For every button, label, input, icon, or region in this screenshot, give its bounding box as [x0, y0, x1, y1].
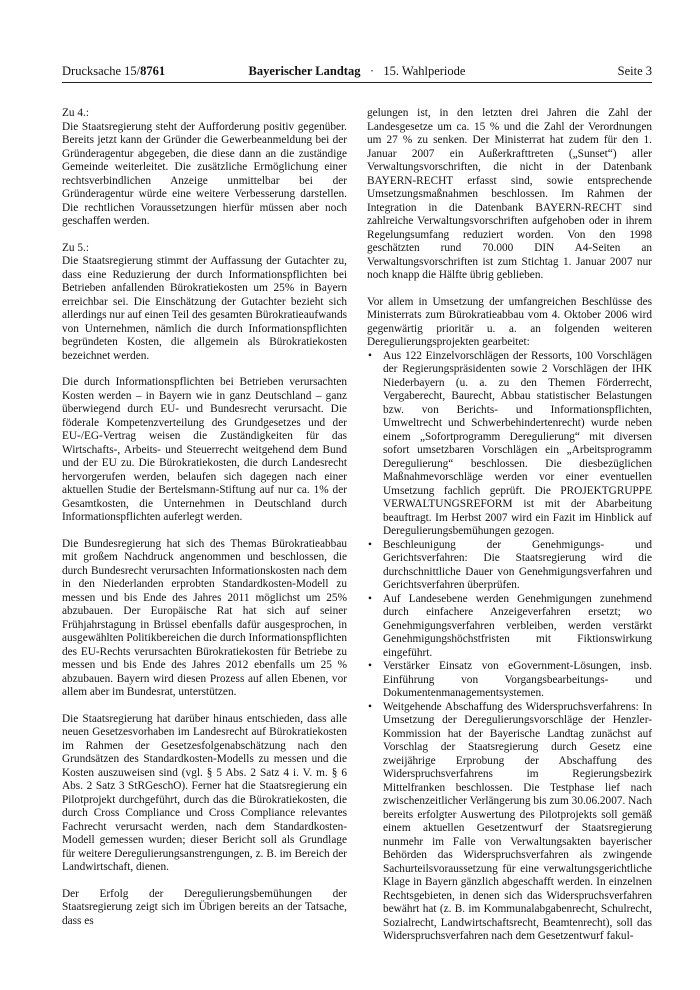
header-separator: ·	[369, 64, 374, 78]
deregulation-project-list	[367, 350, 652, 944]
document-number-prefix: Drucksache 15/	[62, 64, 141, 78]
paragraph: Vor allem in Umsetzung der umfangreichen Beschlüsse des Ministerrats zum Bürokratieabbau vom 4. Oktober 2006 wird gegenwärtig prioritär u. a. an folgenden weiteren Deregulierungsprojekten gearbeitet:	[367, 295, 652, 348]
header-center	[62, 62, 652, 80]
page-header	[62, 62, 652, 80]
paragraph: Die Staatsregierung stimmt der Auffassung der Gutachter zu, dass eine Reduzierung der durch Informationspflichten bei Betrieben anfallenden Bürokratiekosten um 25% in Bayern erreichbar sei. Die Einschätzung der Gutachter bezieht sich allerdings nur auf einen Teil des gesamten Bürokratieaufwands von Unternehmen, nämlich die durch Informationspflichten begründeten Kosten, die allgemein als Bürokratiekosten bezeichnet werden.	[62, 255, 347, 362]
paragraph: Die Staatsregierung hat darüber hinaus entschieden, dass alle neuen Gesetzesvorhaben im Landesrecht auf Bürokratiekosten im Rahmen der Gesetzesfolgenabschätzung nach den Grundsätzen des Standardkosten-Modells zu messen und die Kosten auszuweisen sind (vgl. § 5 Abs. 2 Satz 4 i. V. m. § 6 Abs. 2 Satz 3 StRGeschO). Ferner hat die Staatsregierung ein Pilotprojekt durchgeführt, durch das die Bürokratiekosten, die durch Cross Compliance und Cross Compliance relevantes Fachrecht verursacht werden, nach dem Standardkosten-Modell gemessen wurden; dieser Bericht soll als Grundlage für weitere Deregulierungsanstrengungen, z. B. im Bereich der Landwirtschaft, dienen.	[62, 712, 347, 873]
right-column	[367, 107, 652, 944]
list-item: • Auf Landesebene werden Genehmigungen zunehmend durch einfachere Anzeigeverfahren ersetzt; wo Genehmigungsverfahren verbleiben, werden verstärkt Genehmigungshöchstfristen mit Fiktionswirkung eingeführt.	[367, 593, 652, 661]
list-item: • Verstärker Einsatz von eGovernment-Lösungen, insb. Einführung von Vorgangsbearbeitungs- und Dokumentenmanagementsystemen.	[367, 660, 652, 701]
document-number-value: 8761	[140, 64, 166, 78]
list-item: • Aus 122 Einzelvorschlägen der Ressorts, 100 Vorschlägen der Regierungspräsidenten sowie 2 Vorschlägen der IHK Niederbayern (u. a. zu den Themen Förderrecht, Vergaberecht, Baurecht, Abbau statistischer Belastungen bzw. von Berichts- und Informationspflichten, Umweltrecht und Schwerbehindertenrecht) wurde neben einem „Sofortprogramm Deregulierung“ mit diversen sofort umsetzbaren Vorschlägen ein „Arbeitsprogramm Deregulierung“ beschlossen. Die diesbezüglichen Maßnahmevorschläge werden vor einer eventuellen Umsetzung fachlich geprüft. Die PROJEKTGRUPPE VERWALTUNGSREFORM ist mit der Abarbeitung beauftragt. Im Herbst 2007 wird ein Fazit im Hinblick auf Deregulierungsbemühungen gezogen.	[367, 350, 652, 539]
paragraph: Der Erfolg der Deregulierungsbemühungen der Staatsregierung zeigt sich im Übrigen bereits an der Tatsache, dass es	[62, 887, 347, 927]
paragraph: Die durch Informationspflichten bei Betrieben verursachten Kosten werden – in Bayern wie in ganz Deutschland – ganz überwiegend durch EU- und Bundesrecht verursacht. Die föderale Kompetenzverteilung des Grundgesetzes und der EU-/EG-Vertrag weisen die Zuständigkeiten für das Wirtschafts-, Arbeits- und Steuerrecht weitgehend dem Bund und der EU zu. Die Bürokratiekosten, die durch Landesrecht hervorgerufen werden, belaufen sich dagegen nach einer aktuellen Studie der Bertelsmann-Stiftung auf nur ca. 1% der Gesamtkosten, die Unternehmen in Deutschland durch Informationspflichten auferlegt werden.	[62, 376, 347, 523]
header-rule	[62, 82, 652, 83]
paragraph: gelungen ist, in den letzten drei Jahren die Zahl der Landesgesetze um ca. 15 % und die Zahl der Verordnungen um 27 % zu senken. Der Ministerrat hat zudem für den 1. Januar 2007 ein Außerkrafttreten („Sunset“) aller Verwaltungsvorschriften, die nicht in der Datenbank BAYERN-RECHT erfasst sind, sowie entsprechende Umsetzungsmaßnahmen beschlossen. Im Rahmen der Integration in die Datenbank BAYERN-RECHT sind zahlreiche Verwaltungsvorschriften aufgehoben oder in ihrem Regelungsumfang reduziert worden. Von den 1998 geschätzten rund 70.000 DIN A4-Seiten an Verwaltungsvorschriften ist zum Stichtag 1. Januar 2007 nur noch knapp die Hälfte übrig geblieben.	[367, 107, 652, 281]
paragraph: Die Staatsregierung steht der Aufforderung positiv gegenüber. Bereits jetzt kann der Gründer die Gewerbeanmeldung bei der Gründeragentur abgegeben, die diese dann an die zuständige Gemeinde weiterleitet. Die zusätzliche Ermöglichung einer rechtsverbindlichen Anzeige unmittelbar bei der Gründeragentur würde eine weitere Verbesserung darstellen. Die rechtlichen Voraussetzungen hierfür müssen aber noch geschaffen werden.	[62, 120, 347, 227]
page-number: Seite 3	[617, 64, 652, 78]
section-heading-4: Zu 4.:	[62, 107, 89, 119]
legislative-period: 15. Wahlperiode	[383, 64, 466, 78]
section-heading-5: Zu 5.:	[62, 241, 89, 254]
left-column	[62, 107, 347, 941]
list-item: • Beschleunigung der Genehmigungs- und Gerichtsverfahren: Die Staatsregierung wird die durchschnittliche Dauer von Genehmigungsverfahren und Gerichtsverfahren überprüfen.	[367, 539, 652, 593]
list-item: • Weitgehende Abschaffung des Widerspruchsverfahrens: In Umsetzung der Deregulierungsvorschläge der Henzler-Kommission hat der Bayerische Landtag zunächst auf Vorschlag der Staatsregierung durch Gesetz eine zweijährige Erprobung der Abschaffung des Widerspruchsverfahrens im Regierungsbezirk Mittelfranken beschlossen. Die Testphase lief nach zwischenzeitlicher Verlängerung bis zum 30.06.2007. Nach bereits erfolgter Auswertung des Pilotprojekts soll gemäß einem aktuellen Gesetzentwurf der Staatsregierung nunmehr im Falle von Verwaltungsakten bayerischer Behörden das Widerspruchsverfahren als zwingende Sachurteilsvoraussetzung für eine verwaltungsgerichtliche Klage in Bayern gänzlich abgeschafft werden. In einzelnen Rechtsgebieten, in denen sich das Widerspruchsverfahren bewährt hat (z. B. im Kommunalabgabenrecht, Schulrecht, Sozialrecht, Landwirtschaftsrecht, Beamtenrecht), soll das Widerspruchsverfahren nach dem Gesetzentwurf fakul-	[367, 701, 652, 944]
paragraph: Die Bundesregierung hat sich des Themas Bürokratieabbau mit großem Nachdruck angenommen und beschlossen, die durch Bundesrecht verursachten Informationskosten nach dem in den Niederlanden erprobten Standardkosten-Modell zu messen und bis Ende des Jahres 2011 möglichst um 25% abzubauen. Der Europäische Rat hat sich auf seiner Frühjahrstagung in Brüssel ebenfalls dafür ausgesprochen, in ausgewählten Politikbereichen die durch Informationspflichten des EU-Rechts verursachten Bürokratiekosten für Betriebe zu messen und bis Ende des Jahres 2012 ebenfalls um 25 % abzubauen. Bayern wird diesen Prozess auf allen Ebenen, vor allem aber im Bundesrat, unterstützen.	[62, 537, 347, 698]
parliament-name: Bayerischer Landtag	[248, 64, 361, 78]
